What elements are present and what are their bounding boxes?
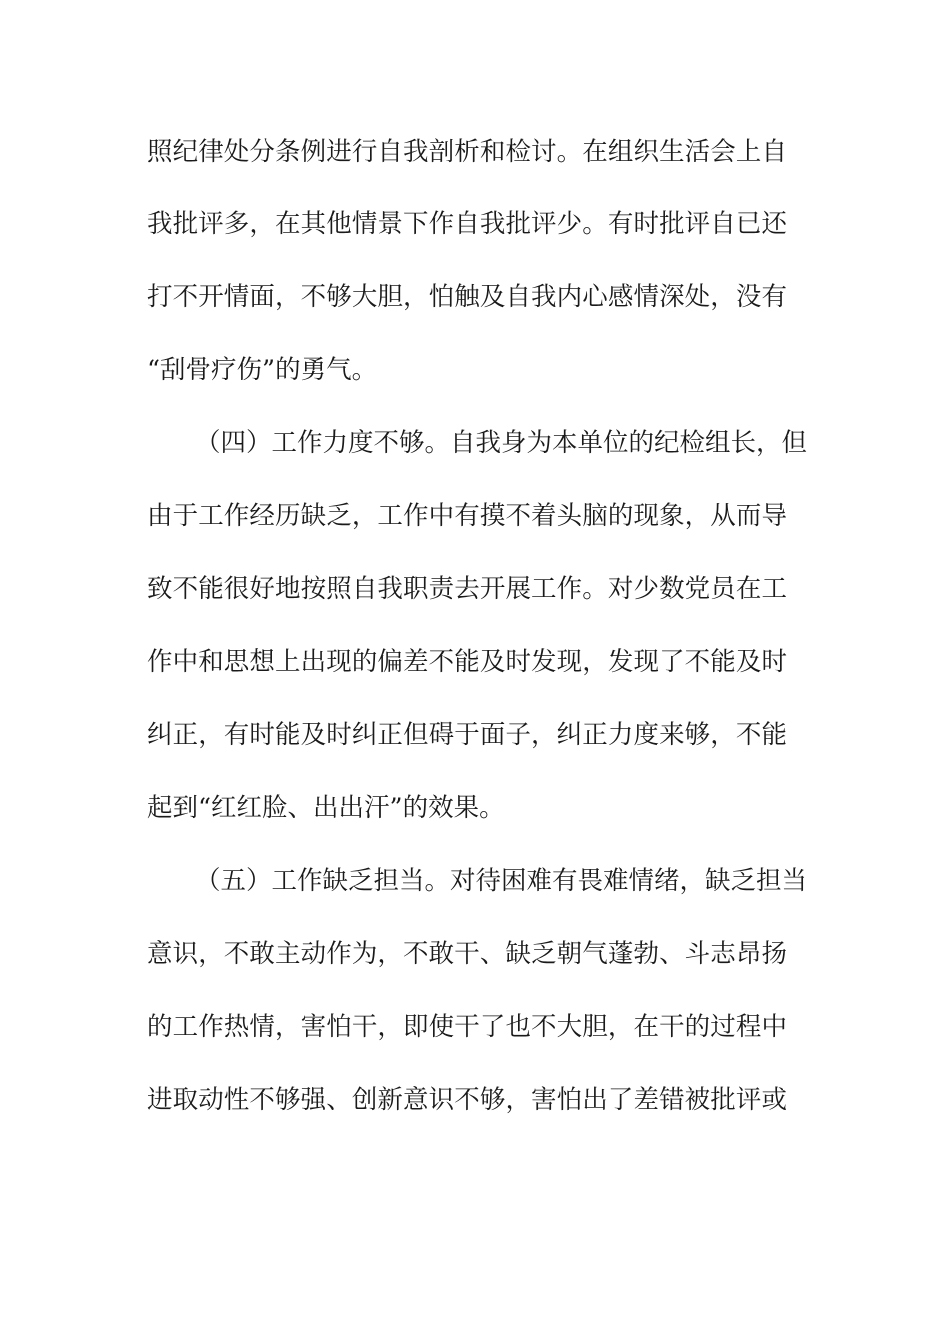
paragraph-4-heading-line: （四）工作力度不够。自我身为本单位的纪检组长，但	[195, 428, 808, 458]
text-line-10: 起到“红红脸、出出汗”的效果。	[147, 793, 505, 823]
text-line-14: 进取动性不够强、创新意识不够，害怕出了差错被批评或	[147, 1085, 787, 1115]
text-line-9: 纠正，有时能及时纠正但碍于面子，纠正力度来够，不能	[147, 720, 787, 750]
text-line-2: 我批评多，在其他情景下作自我批评少。有时批评自已还	[147, 209, 787, 239]
text-line-3: 打不开情面，不够大胆，怕触及自我内心感情深处，没有	[147, 282, 787, 312]
text-line-1: 照纪律处分条例进行自我剖析和检讨。在组织生活会上自	[147, 137, 787, 167]
text-line-13: 的工作热情，害怕干，即使干了也不大胆，在干的过程中	[147, 1012, 787, 1042]
text-line-6: 由于工作经历缺乏，工作中有摸不着头脑的现象，从而导	[147, 501, 787, 531]
text-line-7: 致不能很好地按照自我职责去开展工作。对少数党员在工	[147, 574, 787, 604]
text-line-4: “刮骨疗伤”的勇气。	[147, 355, 378, 385]
text-line-8: 作中和思想上出现的偏差不能及时发现，发现了不能及时	[147, 647, 787, 677]
text-line-12: 意识，不敢主动作为，不敢干、缺乏朝气蓬勃、斗志昂扬	[147, 939, 787, 969]
paragraph-5-heading-line: （五）工作缺乏担当。对待困难有畏难情绪，缺乏担当	[195, 866, 808, 896]
